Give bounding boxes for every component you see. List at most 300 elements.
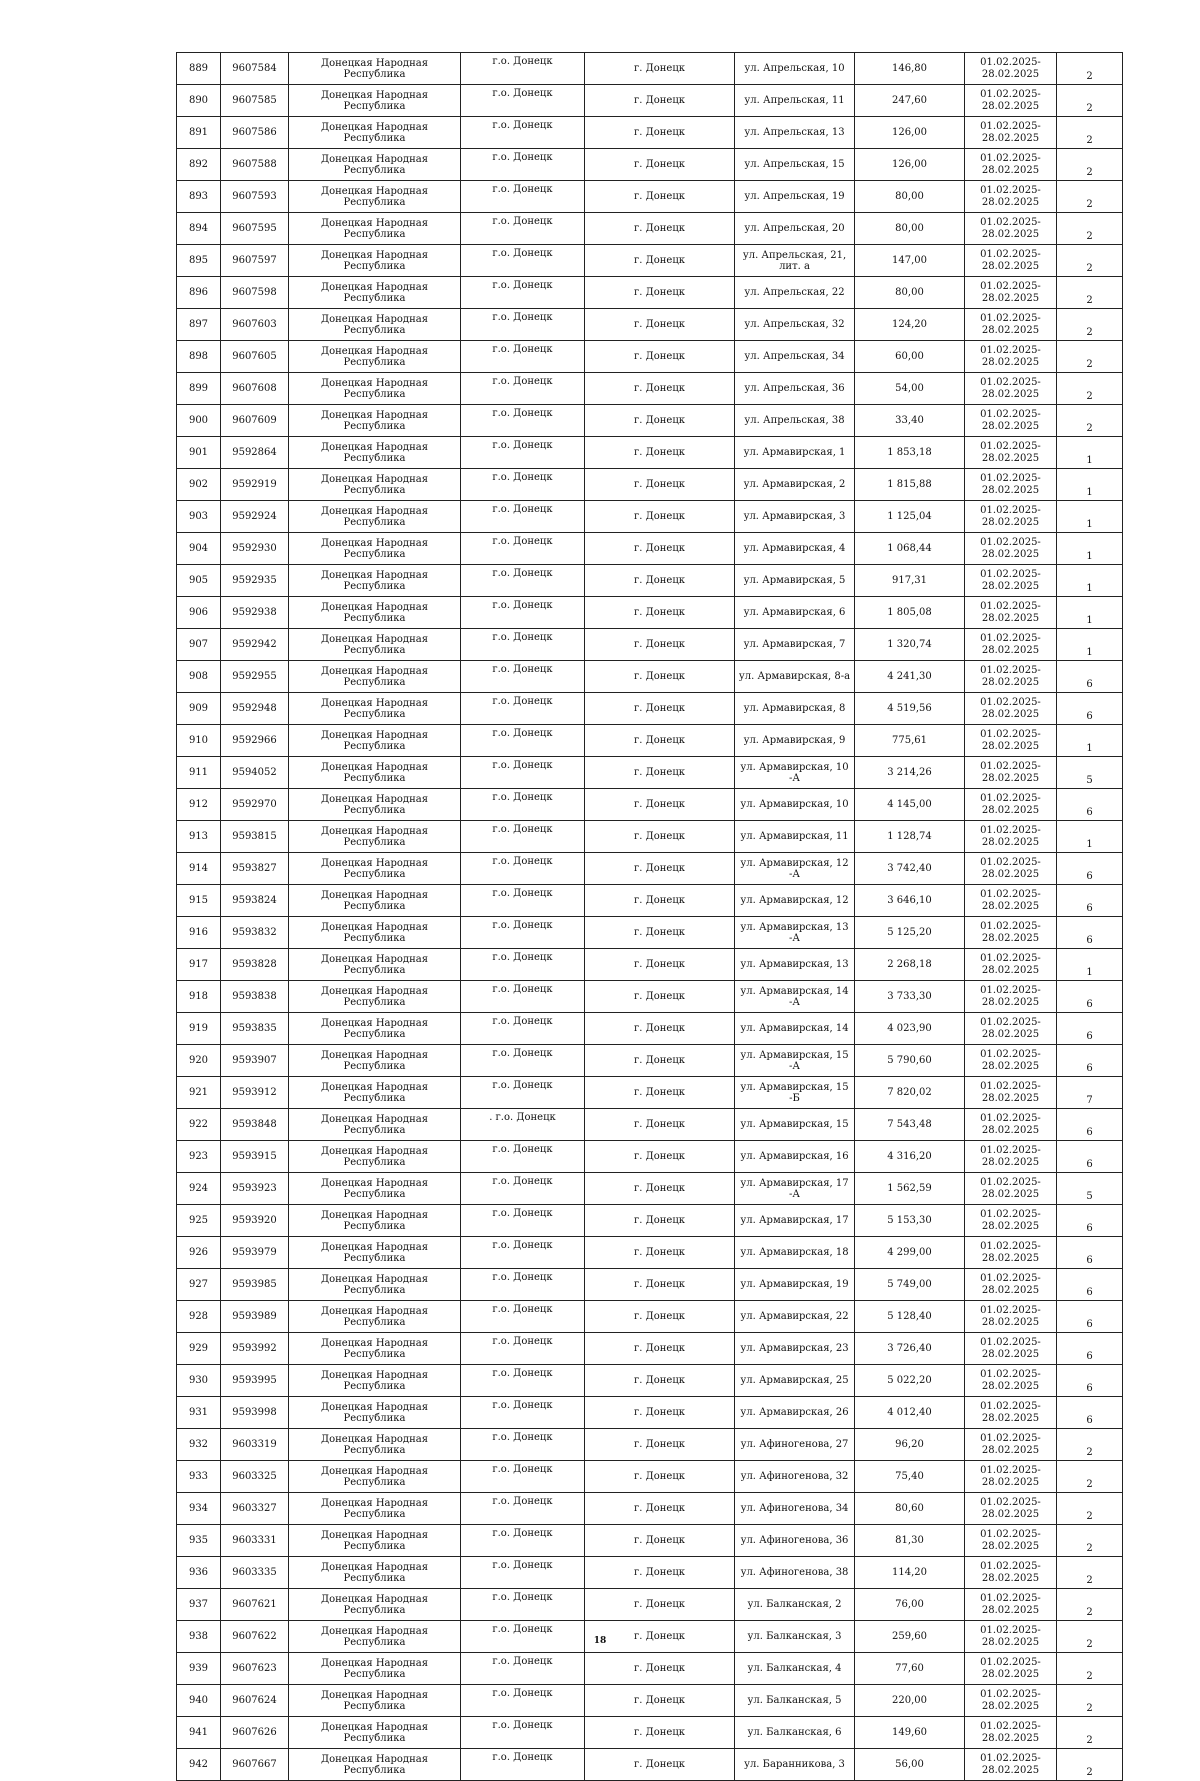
cell-area: 7 820,02 [855,1077,965,1109]
table-row [177,661,1123,693]
cell-period: 01.02.2025-28.02.2025 [965,277,1057,309]
cell-region: Донецкая Народная Республика [289,1109,461,1141]
cell-code: 9592948 [221,693,289,725]
cell-address: ул. Апрельская, 19 [735,181,855,213]
cell-region: Донецкая Народная Республика [289,693,461,725]
page-number: 18 [593,1636,607,1646]
table-row [177,245,1123,277]
table-row [177,1077,1123,1109]
cell-num: 912 [177,789,221,821]
cell-period: 01.02.2025-28.02.2025 [965,981,1057,1013]
cell-area: 4 023,90 [855,1013,965,1045]
cell-period: 01.02.2025-28.02.2025 [965,341,1057,373]
cell-region: Донецкая Народная Республика [289,1045,461,1077]
cell-code: 9593998 [221,1397,289,1429]
cell-area: 1 068,44 [855,533,965,565]
cell-area: 4 299,00 [855,1237,965,1269]
cell-city: г. Донецк [585,1525,735,1557]
table-row [177,1141,1123,1173]
cell-count: 2 [1057,341,1123,373]
cell-municipality: г.о. Донецк [461,1557,585,1589]
cell-region: Донецкая Народная Республика [289,277,461,309]
cell-code: 9593912 [221,1077,289,1109]
cell-code: 9593979 [221,1237,289,1269]
cell-address: ул. Афиногенова, 34 [735,1493,855,1525]
cell-city: г. Донецк [585,725,735,757]
cell-code: 9603331 [221,1525,289,1557]
cell-municipality: г.о. Донецк [461,213,585,245]
cell-count: 1 [1057,597,1123,629]
cell-region: Донецкая Народная Республика [289,853,461,885]
cell-municipality: г.о. Донецк [461,1717,585,1749]
cell-num: 915 [177,885,221,917]
cell-area: 1 853,18 [855,437,965,469]
cell-city: г. Донецк [585,821,735,853]
cell-num: 924 [177,1173,221,1205]
cell-area: 75,40 [855,1461,965,1493]
cell-period: 01.02.2025-28.02.2025 [965,1365,1057,1397]
cell-city: г. Донецк [585,1589,735,1621]
cell-num: 942 [177,1749,221,1781]
cell-municipality: г.о. Донецк [461,437,585,469]
cell-code: 9607622 [221,1621,289,1653]
cell-address: ул. Армавирская, 11 [735,821,855,853]
cell-count: 2 [1057,1525,1123,1557]
cell-code: 9592955 [221,661,289,693]
cell-municipality: г.о. Донецк [461,469,585,501]
cell-num: 901 [177,437,221,469]
cell-municipality: г.о. Донецк [461,405,585,437]
cell-address: ул. Апрельская, 11 [735,85,855,117]
cell-address: ул. Армавирская, 7 [735,629,855,661]
cell-municipality: г.о. Донецк [461,1493,585,1525]
cell-city: г. Донецк [585,1109,735,1141]
cell-code: 9593920 [221,1205,289,1237]
cell-region: Донецкая Народная Республика [289,1397,461,1429]
cell-address: ул. Армавирская, 17 [735,1205,855,1237]
cell-code: 9607626 [221,1717,289,1749]
cell-region: Донецкая Народная Республика [289,1013,461,1045]
cell-code: 9607585 [221,85,289,117]
cell-city: г. Донецк [585,1749,735,1781]
cell-area: 80,00 [855,213,965,245]
cell-city: г. Донецк [585,1493,735,1525]
cell-area: 5 153,30 [855,1205,965,1237]
cell-num: 934 [177,1493,221,1525]
cell-period: 01.02.2025-28.02.2025 [965,1269,1057,1301]
cell-code: 9603325 [221,1461,289,1493]
cell-period: 01.02.2025-28.02.2025 [965,245,1057,277]
cell-area: 1 562,59 [855,1173,965,1205]
cell-municipality: г.о. Донецк [461,1141,585,1173]
cell-count: 2 [1057,1621,1123,1653]
cell-area: 80,60 [855,1493,965,1525]
table-row [177,565,1123,597]
cell-address: ул. Армавирская, 5 [735,565,855,597]
cell-city: г. Донецк [585,213,735,245]
cell-num: 894 [177,213,221,245]
cell-region: Донецкая Народная Республика [289,1141,461,1173]
cell-city: г. Донецк [585,149,735,181]
cell-num: 898 [177,341,221,373]
table-row [177,981,1123,1013]
cell-count: 6 [1057,661,1123,693]
cell-area: 80,00 [855,181,965,213]
cell-region: Донецкая Народная Республика [289,85,461,117]
address-table [176,52,1123,1781]
table-row [177,1493,1123,1525]
cell-count: 6 [1057,1397,1123,1429]
cell-city: г. Донецк [585,1301,735,1333]
cell-num: 889 [177,53,221,85]
table-row [177,1237,1123,1269]
cell-region: Донецкая Народная Республика [289,1205,461,1237]
cell-period: 01.02.2025-28.02.2025 [965,661,1057,693]
cell-num: 930 [177,1365,221,1397]
cell-period: 01.02.2025-28.02.2025 [965,1493,1057,1525]
cell-code: 9593838 [221,981,289,1013]
cell-period: 01.02.2025-28.02.2025 [965,85,1057,117]
cell-region: Донецкая Народная Республика [289,1237,461,1269]
cell-code: 9593915 [221,1141,289,1173]
cell-code: 9607588 [221,149,289,181]
cell-city: г. Донецк [585,949,735,981]
cell-period: 01.02.2025-28.02.2025 [965,1205,1057,1237]
table-row [177,1461,1123,1493]
cell-period: 01.02.2025-28.02.2025 [965,1109,1057,1141]
cell-area: 3 726,40 [855,1333,965,1365]
cell-code: 9592864 [221,437,289,469]
cell-municipality: г.о. Донецк [461,1397,585,1429]
cell-code: 9607593 [221,181,289,213]
cell-city: г. Донецк [585,789,735,821]
cell-area: 247,60 [855,85,965,117]
cell-count: 2 [1057,1557,1123,1589]
cell-municipality: г.о. Донецк [461,277,585,309]
cell-city: г. Донецк [585,533,735,565]
cell-code: 9593832 [221,917,289,949]
cell-address: ул. Армавирская, 23 [735,1333,855,1365]
cell-num: 916 [177,917,221,949]
cell-code: 9592966 [221,725,289,757]
cell-address: ул. Армавирская, 10 -А [735,757,855,789]
cell-count: 6 [1057,1013,1123,1045]
cell-period: 01.02.2025-28.02.2025 [965,1397,1057,1429]
cell-area: 77,60 [855,1653,965,1685]
cell-period: 01.02.2025-28.02.2025 [965,1717,1057,1749]
table-body [177,53,1123,1781]
cell-code: 9603335 [221,1557,289,1589]
cell-region: Донецкая Народная Республика [289,949,461,981]
cell-period: 01.02.2025-28.02.2025 [965,1461,1057,1493]
table-row [177,597,1123,629]
cell-address: ул. Армавирская, 26 [735,1397,855,1429]
cell-count: 6 [1057,789,1123,821]
table-row [177,1589,1123,1621]
cell-period: 01.02.2025-28.02.2025 [965,501,1057,533]
table-row [177,213,1123,245]
cell-municipality: г.о. Донецк [461,1077,585,1109]
cell-area: 146,80 [855,53,965,85]
cell-address: ул. Армавирская, 14 -А [735,981,855,1013]
table-row [177,1173,1123,1205]
cell-period: 01.02.2025-28.02.2025 [965,213,1057,245]
cell-num: 938 [177,1621,221,1653]
cell-region: Донецкая Народная Республика [289,149,461,181]
cell-count: 2 [1057,1493,1123,1525]
table-row [177,149,1123,181]
cell-city: г. Донецк [585,917,735,949]
cell-code: 9593835 [221,1013,289,1045]
cell-city: г. Донецк [585,373,735,405]
cell-num: 923 [177,1141,221,1173]
cell-region: Донецкая Народная Республика [289,789,461,821]
cell-municipality: г.о. Донецк [461,693,585,725]
cell-city: г. Донецк [585,1141,735,1173]
table-row [177,757,1123,789]
cell-period: 01.02.2025-28.02.2025 [965,1237,1057,1269]
cell-period: 01.02.2025-28.02.2025 [965,949,1057,981]
cell-num: 906 [177,597,221,629]
cell-count: 2 [1057,373,1123,405]
cell-count: 1 [1057,469,1123,501]
table-row [177,629,1123,661]
cell-code: 9607603 [221,309,289,341]
cell-address: ул. Апрельская, 32 [735,309,855,341]
cell-municipality: г.о. Донецк [461,1525,585,1557]
cell-region: Донецкая Народная Республика [289,1621,461,1653]
table-row [177,1557,1123,1589]
cell-period: 01.02.2025-28.02.2025 [965,437,1057,469]
cell-region: Донецкая Народная Республика [289,213,461,245]
cell-region: Донецкая Народная Республика [289,1333,461,1365]
cell-area: 126,00 [855,117,965,149]
cell-num: 925 [177,1205,221,1237]
cell-count: 2 [1057,53,1123,85]
cell-city: г. Донецк [585,1077,735,1109]
cell-code: 9592970 [221,789,289,821]
cell-period: 01.02.2025-28.02.2025 [965,821,1057,853]
cell-city: г. Донецк [585,85,735,117]
cell-address: ул. Армавирская, 10 [735,789,855,821]
cell-region: Донецкая Народная Республика [289,1749,461,1781]
cell-area: 7 543,48 [855,1109,965,1141]
cell-period: 01.02.2025-28.02.2025 [965,1013,1057,1045]
cell-code: 9607584 [221,53,289,85]
cell-address: ул. Армавирская, 15 [735,1109,855,1141]
table-row [177,341,1123,373]
cell-num: 929 [177,1333,221,1365]
cell-code: 9593923 [221,1173,289,1205]
table-row [177,821,1123,853]
cell-num: 896 [177,277,221,309]
cell-count: 6 [1057,981,1123,1013]
cell-count: 6 [1057,1205,1123,1237]
cell-region: Донецкая Народная Республика [289,821,461,853]
cell-area: 5 022,20 [855,1365,965,1397]
cell-city: г. Донецк [585,437,735,469]
cell-region: Донецкая Народная Республика [289,405,461,437]
cell-num: 911 [177,757,221,789]
cell-code: 9607605 [221,341,289,373]
cell-city: г. Донецк [585,245,735,277]
table-row [177,1301,1123,1333]
cell-count: 6 [1057,1269,1123,1301]
table-row [177,693,1123,725]
cell-municipality: г.о. Донецк [461,1013,585,1045]
cell-address: ул. Апрельская, 36 [735,373,855,405]
cell-num: 919 [177,1013,221,1045]
cell-region: Донецкая Народная Республика [289,725,461,757]
cell-area: 4 241,30 [855,661,965,693]
cell-area: 1 805,08 [855,597,965,629]
cell-num: 895 [177,245,221,277]
cell-code: 9592942 [221,629,289,661]
cell-count: 2 [1057,1685,1123,1717]
cell-num: 927 [177,1269,221,1301]
cell-period: 01.02.2025-28.02.2025 [965,629,1057,661]
cell-municipality: г.о. Донецк [461,1429,585,1461]
table-row [177,1205,1123,1237]
cell-code: 9593995 [221,1365,289,1397]
cell-area: 4 012,40 [855,1397,965,1429]
cell-num: 909 [177,693,221,725]
cell-address: ул. Армавирская, 12 [735,885,855,917]
cell-address: ул. Армавирская, 25 [735,1365,855,1397]
cell-num: 908 [177,661,221,693]
cell-region: Донецкая Народная Республика [289,1685,461,1717]
cell-municipality: г.о. Донецк [461,629,585,661]
cell-period: 01.02.2025-28.02.2025 [965,405,1057,437]
table-row [177,1749,1123,1781]
cell-municipality: г.о. Донецк [461,53,585,85]
cell-area: 220,00 [855,1685,965,1717]
cell-address: ул. Армавирская, 22 [735,1301,855,1333]
cell-num: 932 [177,1429,221,1461]
cell-code: 9593848 [221,1109,289,1141]
cell-period: 01.02.2025-28.02.2025 [965,149,1057,181]
cell-area: 126,00 [855,149,965,181]
cell-city: г. Донецк [585,1557,735,1589]
cell-municipality: г.о. Донецк [461,565,585,597]
table-row [177,501,1123,533]
cell-period: 01.02.2025-28.02.2025 [965,1429,1057,1461]
table-row [177,1045,1123,1077]
cell-code: 9593992 [221,1333,289,1365]
cell-num: 937 [177,1589,221,1621]
cell-city: г. Донецк [585,1173,735,1205]
cell-area: 3 646,10 [855,885,965,917]
cell-count: 1 [1057,437,1123,469]
table-row [177,885,1123,917]
cell-address: ул. Апрельская, 34 [735,341,855,373]
cell-area: 96,20 [855,1429,965,1461]
cell-period: 01.02.2025-28.02.2025 [965,1685,1057,1717]
cell-municipality: г.о. Донецк [461,981,585,1013]
cell-municipality: г.о. Донецк [461,597,585,629]
cell-area: 4 316,20 [855,1141,965,1173]
cell-municipality: г.о. Донецк [461,1749,585,1781]
cell-address: ул. Апрельская, 38 [735,405,855,437]
cell-municipality: г.о. Донецк [461,661,585,693]
cell-municipality: г.о. Донецк [461,1269,585,1301]
cell-region: Донецкая Народная Республика [289,1173,461,1205]
cell-address: ул. Армавирская, 19 [735,1269,855,1301]
table-row [177,85,1123,117]
cell-area: 124,20 [855,309,965,341]
cell-count: 6 [1057,1109,1123,1141]
cell-num: 902 [177,469,221,501]
cell-region: Донецкая Народная Республика [289,1557,461,1589]
cell-area: 76,00 [855,1589,965,1621]
cell-municipality: г.о. Донецк [461,1461,585,1493]
cell-city: г. Донецк [585,1653,735,1685]
cell-address: ул. Балканская, 5 [735,1685,855,1717]
cell-num: 905 [177,565,221,597]
cell-code: 9593824 [221,885,289,917]
cell-municipality: г.о. Донецк [461,1589,585,1621]
cell-count: 5 [1057,757,1123,789]
cell-num: 907 [177,629,221,661]
cell-address: ул. Апрельская, 10 [735,53,855,85]
cell-count: 2 [1057,1461,1123,1493]
cell-area: 1 128,74 [855,821,965,853]
cell-num: 897 [177,309,221,341]
cell-city: г. Донецк [585,405,735,437]
cell-region: Донецкая Народная Республика [289,1365,461,1397]
cell-city: г. Донецк [585,1397,735,1429]
cell-code: 9603319 [221,1429,289,1461]
cell-region: Донецкая Народная Республика [289,565,461,597]
cell-region: Донецкая Народная Республика [289,501,461,533]
cell-count: 2 [1057,149,1123,181]
cell-city: г. Донецк [585,1429,735,1461]
cell-municipality: г.о. Донецк [461,1237,585,1269]
cell-municipality: г.о. Донецк [461,1653,585,1685]
cell-city: г. Донецк [585,341,735,373]
cell-region: Донецкая Народная Республика [289,533,461,565]
cell-municipality: г.о. Донецк [461,245,585,277]
cell-num: 900 [177,405,221,437]
cell-area: 1 320,74 [855,629,965,661]
cell-count: 6 [1057,1365,1123,1397]
cell-count: 2 [1057,181,1123,213]
cell-period: 01.02.2025-28.02.2025 [965,757,1057,789]
cell-municipality: г.о. Донецк [461,1205,585,1237]
cell-region: Донецкая Народная Республика [289,1301,461,1333]
cell-area: 1 125,04 [855,501,965,533]
cell-region: Донецкая Народная Республика [289,469,461,501]
cell-num: 904 [177,533,221,565]
cell-area: 54,00 [855,373,965,405]
cell-num: 931 [177,1397,221,1429]
cell-city: г. Донецк [585,1717,735,1749]
cell-code: 9593989 [221,1301,289,1333]
cell-municipality: г.о. Донецк [461,373,585,405]
table-row [177,1397,1123,1429]
table-row [177,1365,1123,1397]
cell-period: 01.02.2025-28.02.2025 [965,1045,1057,1077]
table-row [177,53,1123,85]
cell-region: Донецкая Народная Республика [289,1653,461,1685]
cell-area: 4 519,56 [855,693,965,725]
cell-period: 01.02.2025-28.02.2025 [965,693,1057,725]
cell-count: 7 [1057,1077,1123,1109]
cell-address: ул. Армавирская, 13 [735,949,855,981]
cell-code: 9592919 [221,469,289,501]
cell-num: 935 [177,1525,221,1557]
cell-area: 4 145,00 [855,789,965,821]
